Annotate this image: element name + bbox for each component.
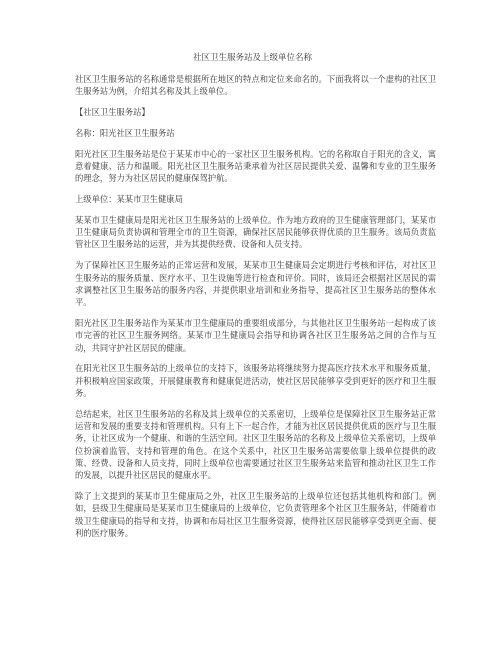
superior-unit-line: 上级单位：某某市卫生健康局 [75, 194, 183, 205]
support-paragraph: 在阳光社区卫生服务站的上级单位的支持下，该服务站将继续努力提高医疗技术水平和服务质量，并积极响应国家政策，开展健康教育和健康促进活动，使社区居民能够享受到更好的医疗和卫生服务。 [75, 363, 436, 398]
network-paragraph: 阳光社区卫生服务站作为某某市卫生健康局的重要组成部分，与其他社区卫生服务站一起构成了该市完善的社区卫生服务网络。某某市卫生健康局会指导和协调各社区卫生服务站之间的合作与互动，共同守护社区居民的健康。 [75, 317, 436, 353]
station-name-line: 名称：阳光社区卫生服务站 [75, 127, 175, 138]
summary-paragraph: 总结起来，社区卫生服务站的名称及其上级单位的关系密切，上级单位是保障社区卫生服务站正常运营和发展的重要支持和管理机构。只有上下一起合作，才能为社区居民提供优质的医疗与卫生服务，让社区成为一个健康、和谐的生活空间。社区卫生服务站的名称及上级单位关系密切，上级单位扮演着监管、支持和管理的角色。在这个关系中，社区卫生服务站需要依靠上级单位提供的政策、经费、设备和人员支持，同时上级单位也需要通过社区卫生服务站来监管和推动社区卫生工作的发展，以提升社区居民的健康水平。 [75, 408, 436, 481]
other-units-paragraph: 除了上文提到的某某市卫生健康局之外，社区卫生服务站的上级单位还包括其他机构和部门。例如，县级卫生健康局是某某市卫生健康局的上级单位，它负责管理多个社区卫生服务站，伴随着市级卫生健康局的指导和支持，协调和布局社区卫生服务资源，使得社区居民能够享受到更全面、便利的医疗服务。 [75, 491, 436, 538]
document-title: 社区卫生服务站及上级单位名称 [192, 53, 312, 63]
section-heading: 【社区卫生服务站】 [75, 107, 150, 118]
superior-unit-paragraph: 某某市卫生健康局是阳光社区卫生服务站的上级单位。作为地方政府的卫生健康管理部门，某某市卫生健康局负责协调和管理全市的卫生资源，确保社区居民能够获得优质的卫生服务。该局负责监管社区卫生服务站的运营，并为其提供经费、设备和人员支持。 [75, 214, 436, 250]
evaluation-paragraph: 为了保障社区卫生服务站的正常运营和发展，某某市卫生健康局会定期进行考核和评估，对社区卫生服务站的服务质量、医疗水平、卫生设施等进行检查和评价。同时，该局还会根据社区居民的需求调整社区卫生服务站的服务内容，并提供职业培训和业务指导，提高社区卫生服务站的整体水平。 [75, 260, 436, 308]
station-description-paragraph: 阳光社区卫生服务站是位于某某市中心的一家社区卫生服务机构。它的名称取自于阳光的含义，寓意着健康、活力和温暖。阳光社区卫生服务站秉承着为社区居民提供关爱、温馨和专业的卫生服务的理念，努力为社区居民的健康保驾护航。 [75, 148, 436, 184]
intro-paragraph: 社区卫生服务站的名称通常是根据所在地区的特点和定位来命名的。下面我将以一个虚构的社区卫生服务站为例，介绍其名称及其上级单位。 [75, 74, 436, 97]
